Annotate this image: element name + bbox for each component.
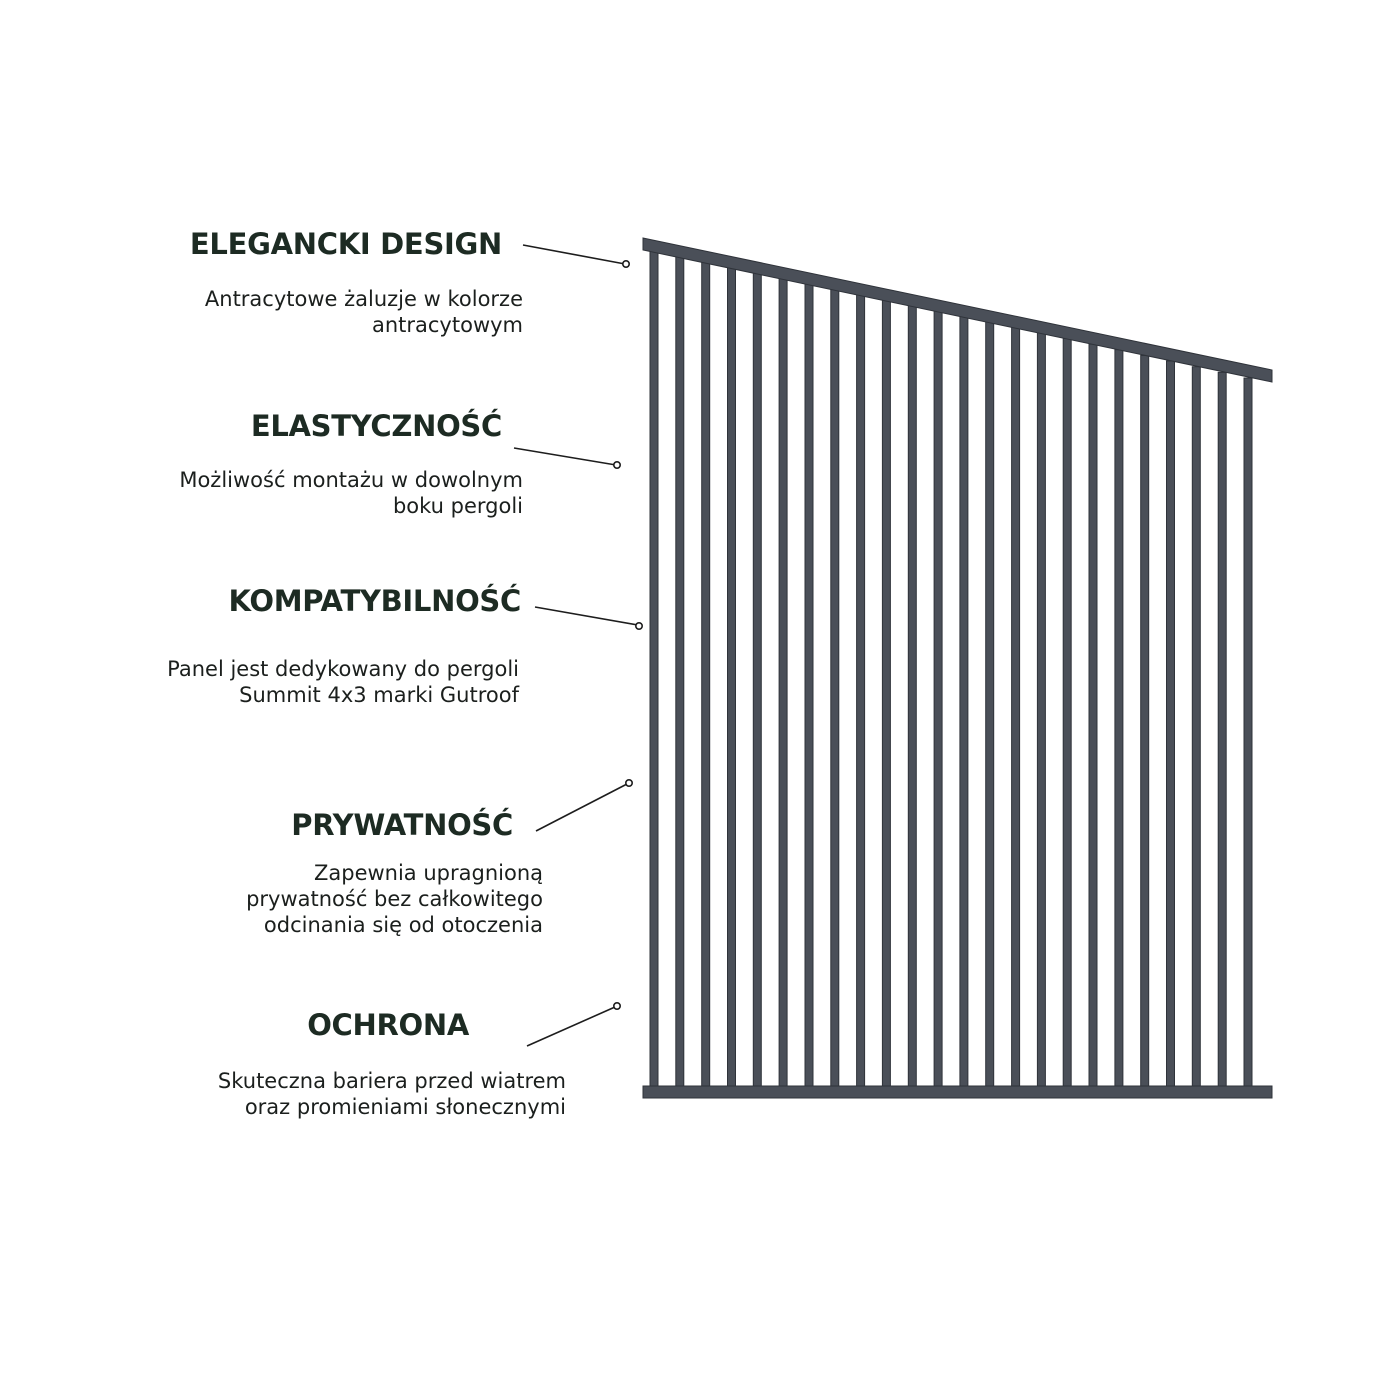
feature-description-line: Panel jest dedykowany do pergoli [167, 657, 519, 681]
leader-line-elastycznosc [514, 448, 616, 465]
panel-slat [960, 316, 968, 1090]
panel-slat [779, 276, 787, 1090]
panel-slat [1089, 344, 1097, 1090]
panel-slat [1063, 338, 1071, 1090]
leader-line-elegancki-design [523, 245, 625, 264]
panel-slat [857, 293, 865, 1090]
panel-slat [831, 288, 839, 1090]
feature-description-line: Summit 4x3 marki Gutroof [239, 683, 519, 707]
feature-description-line: oraz promieniami słonecznymi [244, 1095, 566, 1119]
leader-line-prywatnosc [536, 784, 627, 831]
panel-slat [753, 271, 761, 1090]
feature-description-line: antracytowym [371, 313, 523, 337]
feature-title: PRYWATNOŚĆ [291, 808, 513, 842]
panel-slat [728, 265, 736, 1090]
panel-slat [650, 248, 658, 1090]
panel-slat [676, 254, 684, 1090]
panel-slats [650, 248, 1252, 1090]
feature-description-line: prywatność bez całkowitego [246, 887, 543, 911]
feature-title: KOMPATYBILNOŚĆ [228, 584, 521, 618]
feature-description-line: Skuteczna bariera przed wiatrem [217, 1069, 566, 1093]
panel-slat [1012, 327, 1020, 1090]
feature-title: ELEGANCKI DESIGN [189, 227, 502, 261]
panel-slat [702, 259, 710, 1090]
panel-slat [1037, 333, 1045, 1090]
leader-dot-elegancki-design [623, 261, 629, 267]
feature-title: ELASTYCZNOŚĆ [250, 409, 502, 443]
panel-slat [1167, 361, 1175, 1090]
leader-line-ochrona [527, 1007, 615, 1046]
leader-dot-elastycznosc [614, 462, 620, 468]
panel-bottom-rail [643, 1086, 1272, 1098]
leader-lines [514, 245, 642, 1046]
leader-dot-prywatnosc [626, 780, 632, 786]
panel-top-rail [643, 238, 1272, 382]
panel-slat [986, 322, 994, 1091]
feature-title: OCHRONA [307, 1008, 469, 1042]
leader-dot-ochrona [614, 1003, 620, 1009]
panel-slat [1218, 372, 1226, 1090]
panel-slat [1244, 378, 1252, 1090]
feature-description-line: Możliwość montażu w dowolnym [179, 468, 523, 492]
feature-description-line: boku pergoli [392, 494, 523, 518]
leader-dot-kompatybilnosc [636, 623, 642, 629]
feature-description-line: odcinania się od otoczenia [263, 913, 543, 937]
panel-slat [934, 310, 942, 1090]
panel-slat [1192, 367, 1200, 1090]
panel-slat [1141, 355, 1149, 1090]
panel-slat [805, 282, 813, 1090]
leader-line-kompatybilnosc [535, 607, 638, 625]
panel-slat [882, 299, 890, 1090]
feature-description-line: Zapewnia upragnioną [313, 861, 543, 885]
panel-slat [1115, 350, 1123, 1090]
feature-description-line: Antracytowe żaluzje w kolorze [204, 287, 523, 311]
panel-slat [908, 305, 916, 1091]
